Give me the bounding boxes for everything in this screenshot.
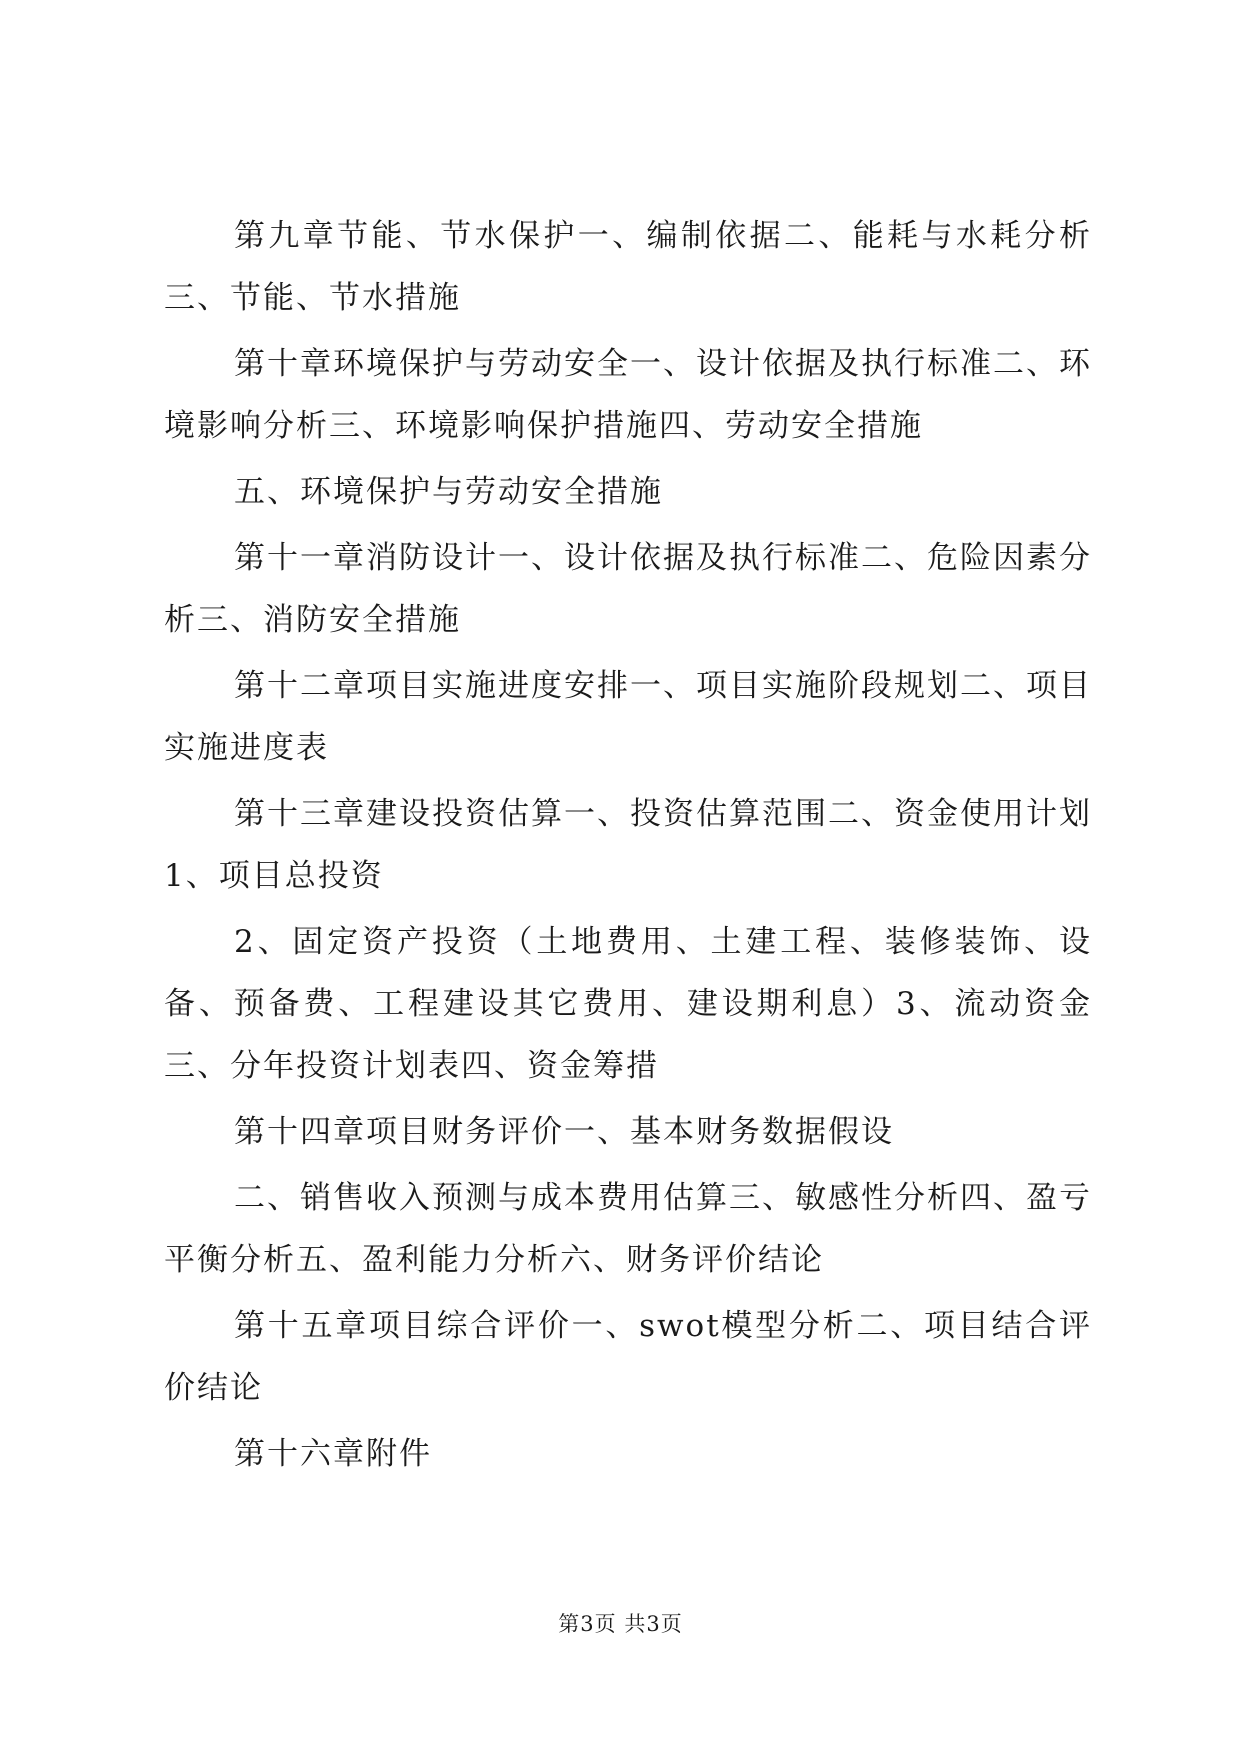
document-body [164, 205, 1092, 1489]
page-footer [0, 1608, 1241, 1638]
paragraph-chapter-13-fixed-assets: 2、固定资产投资（土地费用、土建工程、装修装饰、设备、预备费、工程建设其它费用、建设期利息）3、流动资金三、分年投资计划表四、资金筹措 [164, 924, 1092, 1084]
paragraph-chapter-9: 第九章节能、节水保护一、编制依据二、能耗与水耗分析三、节能、节水措施 [164, 218, 1092, 316]
paragraph-chapter-13: 第十三章建设投资估算一、投资估算范围二、资金使用计划1、项目总投资 [164, 796, 1092, 894]
paragraph-chapter-10-item-5: 五、环境保护与劳动安全措施 [234, 474, 663, 510]
paragraph-chapter-12: 第十二章项目实施进度安排一、项目实施阶段规划二、项目实施进度表 [164, 668, 1092, 766]
page-number: 第3页 共3页 [558, 1612, 683, 1636]
paragraph-chapter-16: 第十六章附件 [234, 1436, 432, 1472]
paragraph-chapter-14: 第十四章项目财务评价一、基本财务数据假设 [234, 1114, 894, 1150]
paragraph-chapter-14-analysis: 二、销售收入预测与成本费用估算三、敏感性分析四、盈亏平衡分析五、盈利能力分析六、财务评价结论 [164, 1180, 1092, 1278]
paragraph-chapter-15: 第十五章项目综合评价一、swot模型分析二、项目结合评价结论 [164, 1308, 1092, 1406]
paragraph-chapter-10: 第十章环境保护与劳动安全一、设计依据及执行标准二、环境影响分析三、环境影响保护措施四、劳动安全措施 [164, 346, 1092, 444]
paragraph-chapter-11: 第十一章消防设计一、设计依据及执行标准二、危险因素分析三、消防安全措施 [164, 540, 1092, 638]
